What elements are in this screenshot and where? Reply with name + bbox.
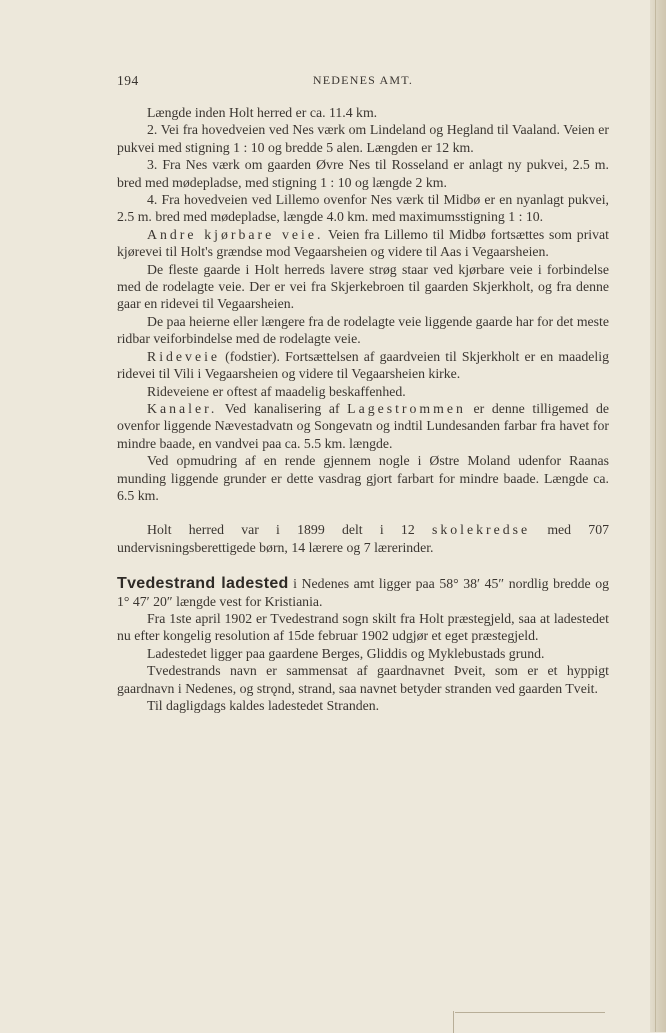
paragraph: Fra 1ste april 1902 er Tvedestrand sogn skilt fra Holt præstegjeld, saa at ladestedet nu efter kongelig resolution af 15de februar 1902 udgjør et eget præstegjeld. — [117, 610, 609, 644]
paragraph: Rideveiene er oftest af maadelig beskaffenhed. — [147, 383, 406, 399]
section-label: Andre kjørbare veie. — [147, 226, 324, 242]
paragraph: 4. Fra hovedveien ved Lillemo ovenfor Nes værk til Midbø er en nyanlagt pukvei, 2.5 m. bred med mødepladse, længde 4.0 km. med maximumsstigning 1 : 10. — [117, 192, 609, 225]
paragraph: De paa heierne eller længere fra de rodelagte veie liggende gaarde har for det meste ridbar veiforbindelse med de rodelagte veie. — [117, 313, 609, 347]
page-header — [117, 73, 609, 93]
section-label: Rideveie — [147, 348, 221, 364]
paragraph: Andre kjørbare veie. Veien fra Lillemo til Midbø fortsættes som privat kjørevei til Holt's grændse mod Vegaarsheien og videre til Aas i Vegaarsheien. — [117, 226, 609, 260]
paragraph: Til dagligdags kaldes ladestedet Stranden. — [147, 698, 380, 713]
paragraph: Rideveie (fodstier). Fortsættelsen af gaardveien til Skjerkholt er en maadelig ridevei til Vili i Vegaarsheien og videre til Vegaarsheien kirke. — [117, 348, 609, 382]
paragraph: Tvedestrands navn er sammensat af gaardnavnet Þveit, som er et hyppigt gaardnavn i Nedenes, og strǫnd, strand, saa navnet betyder stranden ved gaarden Tveit. — [117, 663, 609, 696]
spacer — [117, 556, 609, 573]
corner-mark — [455, 1012, 605, 1033]
paragraph: Ved opmudring af en rende gjennem nogle i Østre Moland udenfor Raanas munding liggende grunder er dette vasdrag gjort farbart for mindre baade. Længde ca. 6.5 km. — [117, 453, 609, 503]
section-label: Kanaler. — [147, 400, 218, 416]
river-name: Lagestrommen — [347, 400, 466, 416]
page-edge — [650, 0, 666, 1032]
school-district-label: skolekredse — [431, 522, 531, 538]
spacer — [117, 504, 609, 521]
paragraph: Tvedestrand ladested i Nedenes amt ligger paa 58° 38′ 45″ nordlig bredde og 1° 47′ 20″ længde vest for Kristiania. — [117, 575, 610, 609]
paragraph: Holt herred var i 1899 delt i 12 skolekredse med 707 undervisningsberettigede børn, 14 lærere og 7 lærerinder. — [117, 522, 609, 555]
paragraph: 2. Vei fra hovedveien ved Nes værk om Lindeland og Hegland til Vaaland. Veien er pukvei med stigning 1 : 10 og bredde 5 alen. Længden er 12 km. — [117, 122, 609, 155]
paragraph: Kanaler. Ved kanalisering af Lagestrommen er denne tilligemed de ovenfor liggende Nævestadvatn og Songevatn og indtil Lundesanden farbar fra havet for mindre baade, en vandvei paa ca. 5.5 km. længde. — [117, 400, 609, 451]
running-head: NEDENES AMT. — [312, 73, 414, 87]
body-text — [117, 104, 609, 714]
paragraph: Ladestedet ligger paa gaardene Berges, Gliddis og Myklebustads grund. — [147, 645, 545, 661]
paragraph: De fleste gaarde i Holt herreds lavere strøg staar ved kjørbare veie i forbindelse med de rodelagte veie. Der er vei fra Skjerkebroen til gaarden Skjerkholt, og fra denne gaar en ridevei til Vegaarsheien. — [117, 261, 609, 312]
paragraph: 3. Fra Nes værk om gaarden Øvre Nes til Rosseland er anlagt ny pukvei, 2.5 m. bred med mødepladse, med stigning 1 : 10 og længde 2 km. — [117, 157, 609, 190]
page-number: 194 — [117, 73, 139, 88]
paragraph: Længde inden Holt herred er ca. 11.4 km. — [147, 105, 378, 120]
section-title: Tvedestrand ladested — [117, 575, 289, 593]
